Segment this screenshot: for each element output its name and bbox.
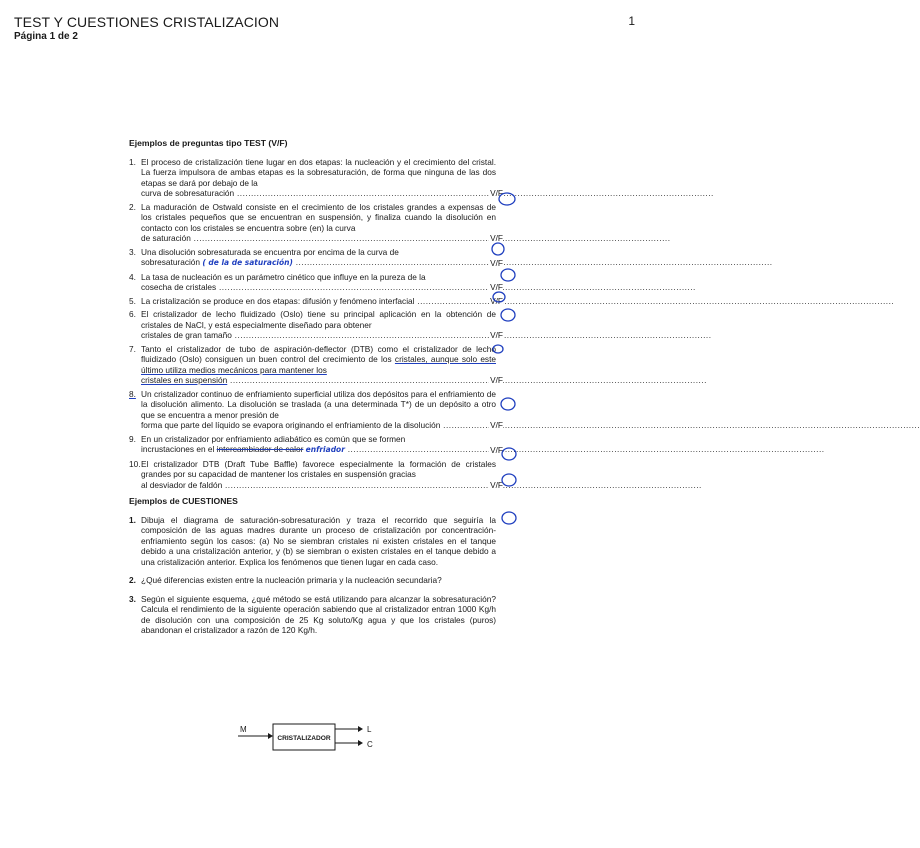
item-last-line: incrustaciones en el — [141, 444, 215, 454]
test-item — [129, 388, 503, 431]
circle-mark — [493, 345, 503, 353]
item-number: 7. — [129, 343, 136, 354]
item-number: 6. — [129, 309, 136, 319]
vf-marker: V/F — [490, 420, 503, 430]
questions-section-title: Ejemplos de CUESTIONES — [129, 496, 238, 506]
answer-circle-marks — [490, 188, 530, 528]
output-c-label: C — [367, 740, 373, 749]
item-text: El proceso de cristalización tiene lugar en dos etapas: la nucleación y el crecimiento del cristal. La fuerza impulsora de ambas etapas es la sobresaturación, de forma que ninguna de las dos etapas se dará por debajo de la — [141, 156, 496, 188]
test-item — [129, 246, 503, 269]
test-item — [129, 156, 503, 199]
output-l-label: L — [367, 725, 372, 734]
test-section-title: Ejemplos de preguntas tipo TEST (V/F) — [129, 138, 288, 148]
vf-marker: V/F — [490, 295, 503, 306]
vf-marker: V/F — [490, 233, 503, 243]
item-last-line: sobresaturación — [141, 257, 201, 267]
item-last-line: cristales en suspensión — [141, 375, 228, 385]
circle-mark — [501, 309, 515, 321]
question-number: 2. — [129, 575, 136, 585]
vf-marker: V/F — [490, 282, 503, 292]
output-arrow-c-head — [358, 740, 363, 746]
item-text: El cristalizador DTB (Draft Tube Baffle) favorece especialmente la formación de cristales grandes por su capacidad de mantener los cristales en suspensión gracias — [141, 458, 496, 479]
item-number: 4. — [129, 271, 136, 282]
question-item — [129, 575, 496, 586]
item-text: En un cristalizador por enfriamiento adiabático es común que se formen — [141, 433, 406, 444]
crystallizer-box-label: CRISTALIZADOR — [277, 735, 331, 742]
question-text: ¿Qué diferencias existen entre la nucleación primaria y la nucleación secundaria? — [141, 575, 442, 585]
question-item — [129, 594, 496, 636]
test-item — [129, 271, 503, 293]
item-last-line: cosecha de cristales — [141, 282, 217, 292]
test-item — [129, 309, 503, 341]
vf-marker: V/F — [490, 375, 503, 385]
circle-mark — [492, 243, 504, 255]
circle-mark — [502, 512, 516, 524]
item-text: Un cristalizador continuo de enfriamiento superficial utiliza dos depósitos para el enfriamiento de la disolución alimento. La disolución se traslada (a una determinada T*) de un depósito a otro que se encuentra a menor presión de — [141, 388, 496, 420]
circle-mark — [493, 292, 505, 302]
item-last-line: cristales de gran tamaño — [141, 330, 232, 340]
crystallizer-diagram — [238, 722, 388, 758]
test-item — [129, 295, 503, 307]
item-number: 10. — [129, 458, 141, 469]
page-label: Página 1 de 2 — [14, 31, 78, 42]
item-text: El cristalizador de lecho fluidizado (Oslo) tiene su principal aplicación en la obtención de cristales de NaCl, y está especialmente diseñado para obtener — [141, 309, 496, 330]
handwritten-annotation: ( de la de saturación) — [202, 258, 293, 267]
vf-marker: V/F — [490, 188, 503, 198]
test-item — [129, 343, 503, 386]
item-text: La maduración de Ostwald consiste en el crecimiento de los cristales grandes a expensas de los cristales pequeños que se encuentran en suspensión, y finaliza cuando la disolución en contacto con los cristales se encuentra sobre (en) la curva — [141, 201, 496, 233]
test-item — [129, 433, 503, 456]
question-text: Según el siguiente esquema, ¿qué método se está utilizando para alcanzar la sobresaturación? Calcula el rendimiento de la siguiente operación sabiendo que al cristalizador entran 1000 Kg/h de disolución con una composición de 25 Kg soluto/Kg agua y que los cristales (puros) abandonan el cristalizador a razón de 120 Kg/h. — [141, 593, 496, 635]
vf-marker: V/F — [490, 479, 503, 490]
item-last-line: al desviador de faldón — [141, 479, 223, 490]
item-last-line: La cristalización se produce en dos etapas: difusión y fenómeno interfacial — [141, 295, 415, 306]
item-text: Tanto el cristalizador de tubo de aspiración-deflector (DTB) como el cristalizador de lecho fluidizado (Oslo) consiguen un buen control del crecimiento de los — [141, 343, 496, 364]
output-arrow-l-head — [358, 726, 363, 732]
input-arrow-head — [268, 733, 273, 739]
question-number: 1. — [129, 514, 136, 525]
document-body — [129, 138, 503, 644]
page-number: 1 — [628, 14, 635, 28]
struck-text: intercambiador de calor — [216, 444, 304, 454]
circle-mark — [501, 269, 515, 281]
test-item — [129, 458, 503, 491]
document-title: TEST Y CUESTIONES CRISTALIZACION — [14, 14, 280, 30]
vf-marker: V/F — [490, 445, 503, 455]
item-number: 3. — [129, 246, 136, 257]
question-text: Dibuja el diagrama de saturación-sobresaturación y traza el recorrido que seguiría la composición de las aguas madres durante un proceso de cristalización por concentración-enfriamiento según los casos: (a) No se siembran cristales ni existen cristales en el tanque debido a una cristalización anterior, y (b) se siembran o existen cristales en el tanque debido a una cristalización anterior. Explica los fenómenos que tienen lugar en cada caso. — [141, 514, 496, 567]
item-last-line: curva de sobresaturación — [141, 188, 235, 198]
item-text: Una disolución sobresaturada se encuentra por encima de la curva de — [141, 246, 399, 257]
vf-marker: V/F — [490, 330, 503, 340]
input-label: M — [240, 725, 247, 734]
test-item — [129, 201, 503, 244]
item-number: 2. — [129, 201, 136, 212]
circle-mark — [499, 193, 515, 205]
item-number: 9. — [129, 433, 136, 444]
circle-mark — [502, 448, 516, 460]
question-number: 3. — [129, 593, 136, 604]
handwritten-annotation: enfriador — [305, 445, 345, 454]
item-last-line: de saturación — [141, 233, 191, 243]
item-text: La tasa de nucleación es un parámetro cinético que influye en la pureza de la — [141, 271, 426, 282]
vf-marker: V/F — [490, 258, 503, 268]
circle-mark — [501, 398, 515, 410]
question-item — [129, 515, 496, 568]
circle-mark — [502, 474, 516, 486]
item-last-line: forma que parte del líquido se evapora originando el enfriamiento de la disolución — [141, 420, 441, 430]
item-number: 1. — [129, 156, 136, 167]
item-number: 5. — [129, 295, 136, 306]
item-number: 8. — [129, 388, 136, 399]
underlined-text: cristales, aunque solo este último utiliza medios mecánicos para mantener los — [141, 354, 496, 375]
